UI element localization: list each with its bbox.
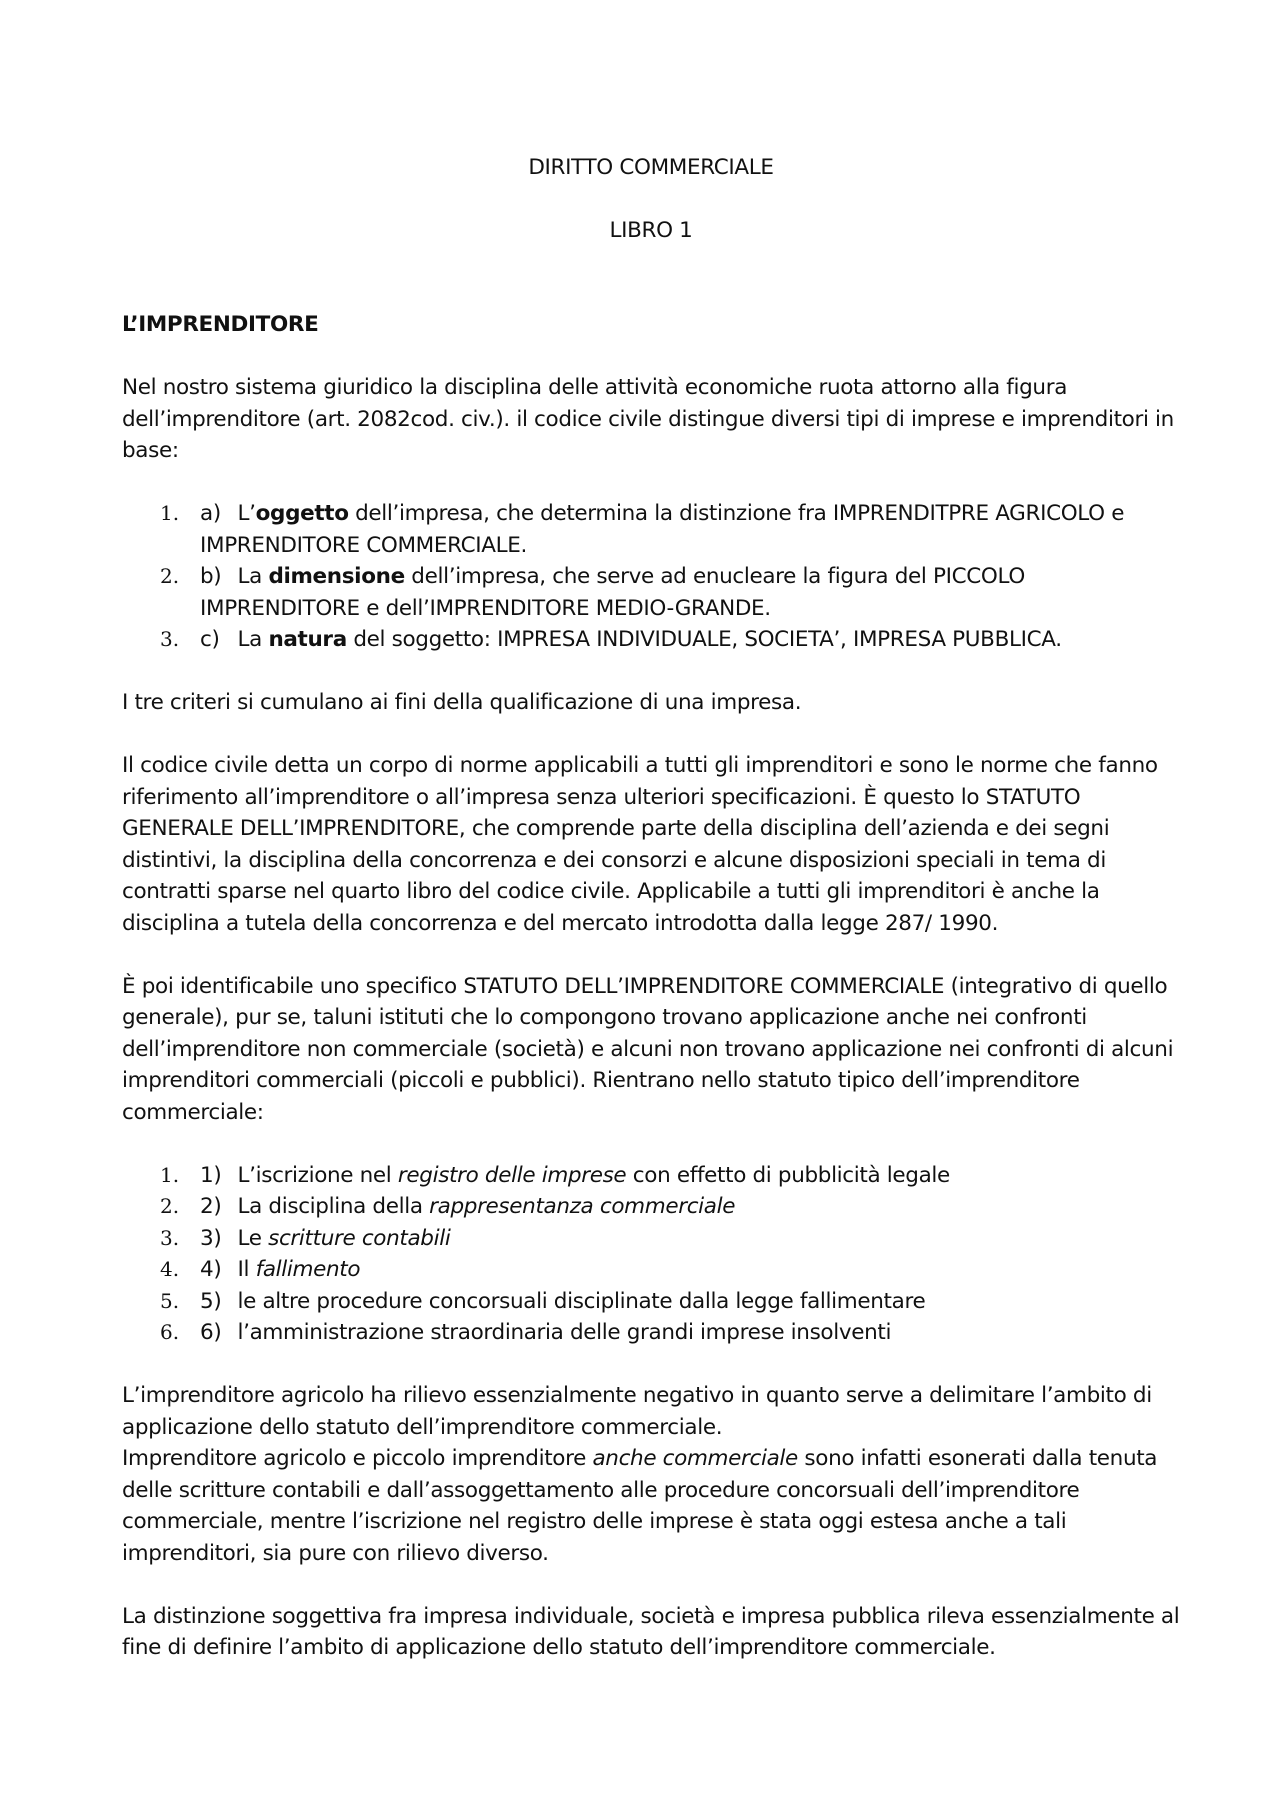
list-lead: 1) [200,1162,222,1188]
list-lead: 6) [200,1320,222,1345]
list-number: 2. [160,1194,180,1218]
italic-term: rappresentanza commerciale [429,1194,736,1219]
list-number: 3. [160,627,180,651]
italic-term: fallimento [255,1257,361,1282]
list-item: 2. 2) La disciplina della rappresentanza commerciale [122,1191,1180,1223]
list-number: 6. [160,1320,180,1344]
list-letter: b) [200,564,222,589]
italic-term: scritture contabili [268,1225,451,1251]
list-lead: 5) [200,1288,222,1314]
list-number: 4. [160,1257,180,1281]
list-lead: 2) [200,1194,222,1219]
list-item: 1. 1) L’iscrizione nel registro delle imprese con effetto di pubblicità legale [122,1160,1180,1192]
paragraph-exemptions: Imprenditore agricolo e piccolo imprenditore anche commerciale sono infatti esonerati dalla tenuta delle scritture contabili e dall’assoggettamento alle procedure concorsuali dell’imprenditore commerciale, mentre l’iscrizione nel registro delle imprese è stata oggi estesa anche a tali imprenditori, sia pure con rilievo diverso. [122,1446,1158,1566]
paragraph-general-statute: Il codice civile detta un corpo di norme applicabili a tutti gli imprenditori e sono le norme che fanno riferimento all’imprenditore o all’impresa senza ulteriori specificazioni. È questo lo STATUTO GENERALE DELL’IMPRENDITORE, che comprende parte della disciplina dell’azienda e dei segni distintivi, la disciplina della concorrenza e dei consorzi e alcune disposizioni speciali in tema di contratti sparse nel quarto libro del codice civile. Applicabile a tutti gli imprenditori è anche la disciplina a tutela della concorrenza e del mercato introdotta dalla legge 287/ 1990. [122,753,1158,936]
bold-term: natura [268,627,347,652]
list-number: 1. [160,501,180,525]
intro-paragraph: Nel nostro sistema giuridico la disciplina delle attività economiche ruota attorno alla figura dell’imprenditore (art. 2082cod. civ.). il codice civile distingue diversi tipi di imprese e imprenditori in base: [122,375,1174,463]
paragraph-criteria-summary: I tre criteri si cumulano ai fini della qualificazione di una impresa. [122,690,802,715]
list-item: 6. 6) l’amministrazione straordinaria delle grandi imprese insolventi [122,1317,1180,1349]
italic-term: anche commerciale [592,1446,798,1471]
section-heading: L’IMPRENDITORE [122,312,319,337]
list-letter: a) [200,501,221,526]
paragraph-agricultural: L’imprenditore agricolo ha rilievo essenzialmente negativo in quanto serve a delimitare l’ambito di applicazione dello statuto dell’imprenditore commerciale. [122,1383,1152,1440]
paragraph-commercial-statute: È poi identificabile uno specifico STATUTO DELL’IMPRENDITORE COMMERCIALE (integrativo di quello generale), pur se, taluni istituti che lo compongono trovano applicazione anche nei confronti dell’imprenditore non commerciale (società) e alcuni non trovano applicazione nei confronti di alcuni imprenditori commerciali (piccoli e pubblici). Rientrano nello statuto tipico dell’imprenditore commerciale: [122,973,1174,1125]
list-number: 2. [160,564,180,588]
criteria-list [122,498,1180,656]
list-number: 3. [160,1225,180,1250]
bold-term: dimensione [268,564,405,589]
document-title: DIRITTO COMMERCIALE [528,155,774,180]
list-item: 4. 4) Il fallimento [122,1254,1180,1286]
list-number: 5. [160,1288,180,1313]
paragraph-subjective-distinction: La distinzione soggettiva fra impresa individuale, società e impresa pubblica rileva essenzialmente al fine di definire l’ambito di applicazione dello statuto dell’imprenditore commerciale. [122,1603,1180,1660]
italic-term: registro delle imprese [397,1162,627,1188]
list-item: 2. b) La dimensione dell’impresa, che serve ad enucleare la figura del PICCOLO IMPRENDITORE e dell’IMPRENDITORE MEDIO-GRANDE. [122,561,1180,624]
list-item: 1. a) L’oggetto dell’impresa, che determina la distinzione fra IMPRENDITPRE AGRICOLO e IMPRENDITORE COMMERCIALE. [122,498,1180,561]
list-number: 1. [160,1162,180,1187]
list-lead: 4) [200,1257,222,1282]
bold-term: oggetto [255,501,349,526]
list-letter: c) [200,627,220,652]
list-lead: 3) [200,1225,222,1251]
document-page [122,152,1180,1695]
statute-list [122,1160,1180,1349]
list-item: 5. 5) le altre procedure concorsuali disciplinate dalla legge fallimentare [122,1286,1180,1318]
list-item: 3. 3) Le scritture contabili [122,1223,1180,1255]
list-item: 3. c) La natura del soggetto: IMPRESA INDIVIDUALE, SOCIETA’, IMPRESA PUBBLICA. [122,624,1180,656]
document-subtitle: LIBRO 1 [609,217,693,243]
